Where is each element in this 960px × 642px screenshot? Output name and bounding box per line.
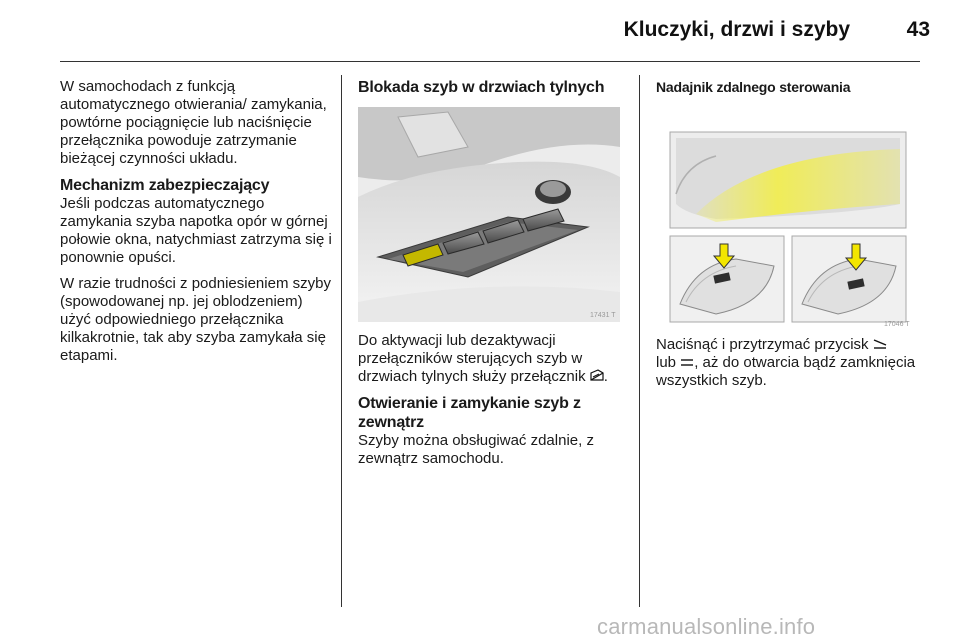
remote-instruction-part1: Naciśnąć i przytrzymać przycisk [656,336,869,353]
page-title: Kluczyki, drzwi i szyby [623,18,850,41]
remote-instruction-paragraph [656,336,928,390]
remote-operation-paragraph: Szyby można obsługiwać zdalnie, z zewnątrz samochodu. [358,432,594,468]
lock-icon [680,354,694,372]
remote-figure [656,104,918,326]
rear-lock-text: Do aktywacji lub dezaktywacji przełączników sterujących szyb w drzwiach tylnych służy przełącznik [358,332,586,385]
column-divider-2 [639,75,640,607]
safety-mechanism-heading: Mechanizm zabezpieczający [60,177,270,194]
auto-window-paragraph: W samochodach z funkcją automatycznego otwierania/ zamykania, powtórne pociągnięcie lub naciśnięcie przełącznika powoduje zatrzymanie bieżącej czynności układu. [60,78,327,167]
safety-mechanism-paragraph: Jeśli podczas automatycznego zamykania szyba napotka opór w górnej połowie okna, natychmiast zatrzyma się i ponownie opuści. [60,195,332,266]
rear-lock-text-end: . [603,368,608,385]
remote-illustration [656,104,918,326]
column-2 [358,78,630,476]
door-switch-figure [358,107,620,322]
rear-lock-paragraph [358,332,630,386]
page-number: 43 [906,18,930,41]
remote-instruction-part2: lub [656,354,677,372]
column-3 [656,78,928,398]
door-switch-illustration [358,107,620,322]
column-divider-1 [341,75,342,607]
remote-control-heading: Nadajnik zdalnego sterowania [656,79,851,95]
figure-code-17046: 17046 T [884,321,910,328]
rear-window-lock-heading: Blokada szyb w drzwiach tylnych [358,79,605,96]
header-rule [60,61,920,62]
remote-operation-heading: Otwieranie i zamykanie szyb z zewnątrz [358,395,581,432]
icing-paragraph: W razie trudności z podniesieniem szyby (spowodowanej np. jej oblodzeniem) użyć odpowiedniego przełącznika kilkakrotnie, tak aby szyba zamykała się etapami. [60,275,331,364]
remote-instruction-part3: , aż do otwarcia bądź zamknięcia wszystkich szyb. [656,354,916,390]
column-1 [60,78,332,373]
figure-code-17431: 17431 T [590,312,616,319]
window-lock-icon [590,368,604,386]
watermark: carmanualsonline.info [597,614,816,639]
unlock-icon [873,336,887,354]
